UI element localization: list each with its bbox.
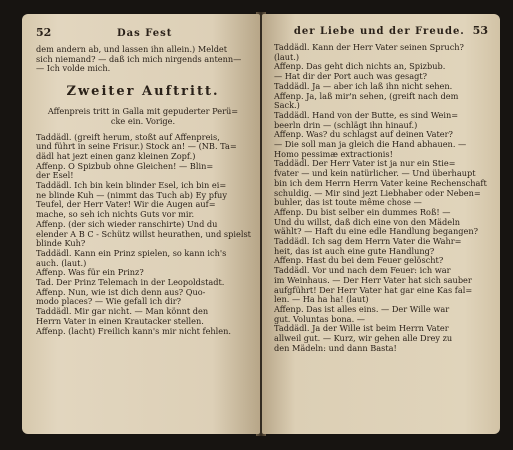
text-line: sich niemand? — daß ich mich nirgends antenn— — [36, 53, 242, 64]
text-line: Homo pessimæ extractionis! — [274, 148, 393, 159]
text-line: den Mädeln: und dann Basta! — [274, 342, 397, 353]
text-line: fvater — und kein natürlicher. — Und überhaupt — [274, 168, 476, 179]
text-line: Affenp. Was für ein Prinz? — [36, 267, 144, 278]
text-line: — Hat dir der Port auch was gesagt? — [274, 71, 427, 82]
text-line: — Die soll man ja gleich die Hand abhauen. — — [274, 139, 467, 150]
text-line: blinde Kuh? — [36, 238, 86, 249]
text-line: Affenp. Nun, wie ist dich denn aus? Quo- — [36, 286, 206, 297]
text-line: im Weinhaus. — Der Herr Vater hat sich sauber — [274, 274, 472, 285]
text-line: aufgführt! Der Herr Vater hat gar eine Kas fal= — [274, 284, 473, 295]
text-line: Affenp. Das geht dich nichts an, Spizbub. — [274, 61, 446, 72]
text-line: Taddädl. (greift herum, stoßt auf Affenpreis, — [36, 131, 220, 142]
text-line: schuldig. — Mir sind jezt Liebhaber oder Neben= — [274, 187, 481, 198]
text-line: (laut.) — [274, 51, 300, 62]
text-line: Taddädl. Ich sag dem Herrn Vater die Wahr= — [274, 236, 462, 247]
text-line: dem andern ab, und lassen ihn allein.) Meldet — [36, 44, 228, 54]
page-number: 53 — [472, 24, 488, 37]
text-line: len. — Ha ha ha! (laut) — [274, 294, 369, 305]
text-line: Taddädl. Mir gar nicht. — Man könnt den — [36, 306, 209, 317]
text-line: Taddädl. Kann der Herr Vater seinen Spruch? — [274, 42, 464, 52]
text-line: Affenp. (der sich wieder ranschirte) Und du — [36, 218, 218, 229]
text-line: mache, so seh ich nichts Guts vor mir. — [36, 209, 195, 220]
text-line: Affenp. O Spizbub ohne Gleichen! — Blin= — [36, 160, 214, 171]
text-line: Taddädl. Ich bin kein blinder Esel, ich bin ei= — [36, 180, 227, 191]
text-line: ne blinde Kuh — (nimmt das Tuch ab) Ey pfuy — [36, 189, 227, 200]
text-line: Taddädl. Vor und nach dem Feuer: ich war — [274, 265, 451, 276]
text-line: auch. (laut.) — [36, 257, 87, 268]
text-line: heit, das ist auch eine gute Handlung? — [274, 245, 435, 256]
text-line: Teufel, der Herr Vater! Wir die Augen auf= — [36, 199, 216, 210]
right-page-header — [274, 24, 488, 37]
text-line: — Ich volde mich. — [36, 63, 111, 74]
right-page — [262, 14, 500, 434]
text-line: Affenp. Das ist alles eins. — Der Wille war — [274, 303, 450, 314]
text-line: Sack.) — [274, 100, 300, 111]
text-line: der Esel! — [36, 170, 74, 181]
scene-title: Zweiter Auftritt. — [66, 84, 220, 100]
text-line: Affenp. Hast du bei dem Feuer gelöscht? — [274, 255, 444, 266]
text-line: Affenp. Was? du schlagst auf deinen Vater? — [274, 129, 453, 140]
running-head: der Liebe und der Freude. — [293, 26, 465, 37]
text-line: modo places? — Wie gefall ich dir? — [36, 296, 182, 307]
text-line: Taddädl. Ja — aber ich laß ihn nicht sehen. — [274, 80, 453, 91]
text-line: beerln drin — (schlägt ihn hinauf.) — [274, 119, 418, 130]
text-line: gut. Voluntas bona. — — [274, 313, 365, 324]
text-line: Herrn Vater in einen Krautacker stellen. — [36, 315, 204, 326]
left-page — [22, 14, 260, 434]
text-line: Affenp. Du bist selber ein dummes Roß! — — [274, 206, 451, 217]
page-number: 52 — [36, 26, 52, 39]
text-line: Und du willst, daß dich eine von den Mädeln — [274, 216, 461, 227]
left-page-header — [36, 26, 250, 39]
text-line: Affenp. (lacht) Freilich kann's mir nicht fehlen. — [36, 325, 232, 336]
text-line: wählt? — Haft du eine edle Handlung begangen? — [274, 226, 479, 237]
text-line: Tad. Der Prinz Telemach in der Leopoldstadt. — [36, 277, 225, 288]
text-line: Affenp. Ja, laß mir'n sehen, (greift nach dem — [274, 90, 459, 101]
text-line: buhler, das ist toute même chose — — [274, 197, 422, 208]
stage-direction: Affenpreis tritt in Galla mit gepuderter Perü= — [47, 106, 239, 117]
text-line: Taddädl. Hand von der Butte, es sind Wein= — [274, 109, 459, 120]
text-line: und führt in seine Frisur.) Stock an! — (NB. Ta= — [36, 141, 237, 152]
text-line: dädl hat jezt einen ganz kleinen Zopf.) — [36, 150, 196, 161]
text-line: Taddädl. Ja der Wille ist beim Herrn Vater — [274, 323, 449, 334]
text-line: Taddädl. Kann ein Prinz spielen, so kann ich's — [36, 247, 227, 258]
running-head: Das Fest — [116, 28, 173, 39]
text-line: bin ich dem Herrn Herrn Vater keine Rechenschaft — [274, 177, 487, 188]
stage-direction: cke ein. Vorige. — [110, 115, 176, 126]
text-line: allweil gut. — Kurz, wir gehen alle Drey zu — [274, 333, 453, 344]
text-line: elender A B C - Schütz willst heurathen, und spielst — [36, 228, 251, 239]
text-line: Taddädl. Der Herr Vater ist ja nur ein Stie= — [274, 158, 456, 169]
